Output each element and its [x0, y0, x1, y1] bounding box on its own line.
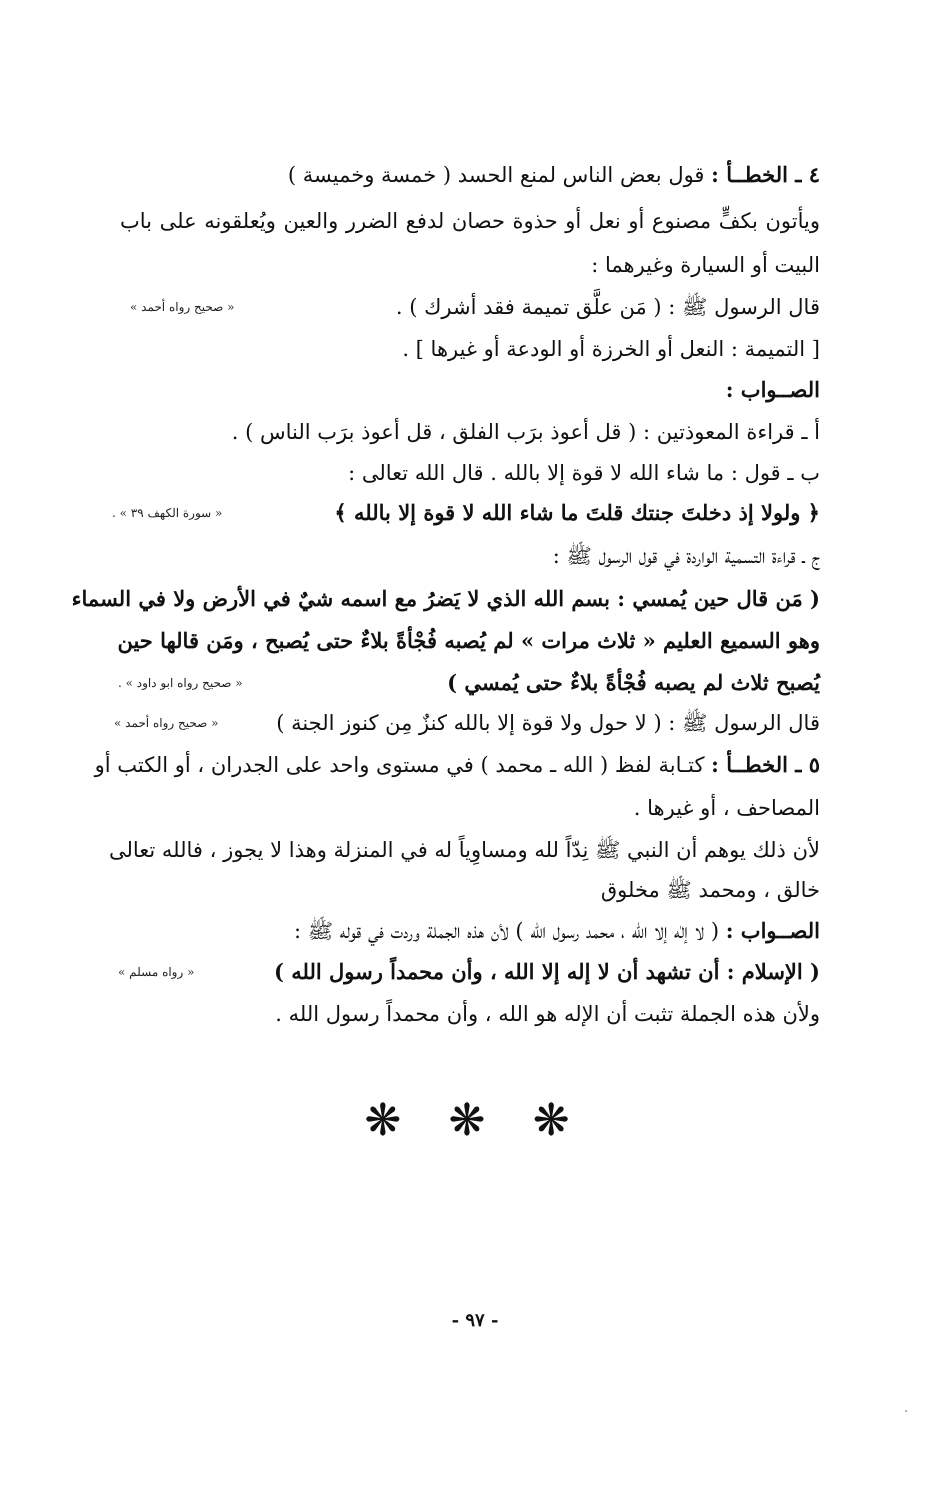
hadith-line: وهو السميع العليم « ثلاث مرات » لم يُصبه فُجْأةً بلاءٌ حتى يُصبح ، ومَن قالها حين [117, 628, 820, 653]
correct-label: الصــواب : [725, 918, 820, 943]
paragraph-line: لأن ذلك يوهم أن النبي ﷺ نِدّاً لله ومساوِياً له في المنزلة وهذا لا يجوز ، فالله تعالى [108, 838, 820, 862]
error-4-heading [120, 160, 820, 190]
line-text: قول بعض الناس لمنع الحسد ( خمسة وخميسة ) [287, 163, 712, 187]
error-label: ٤ ـ الخطــأ : [711, 162, 820, 187]
error-label: ٥ ـ الخطــأ : [711, 752, 820, 777]
paragraph-line: ويأتون بكفٍّ مصنوع أو نعل أو حذوة حصان لدفع الضرر والعين ويُعلقونه على باب [120, 209, 820, 233]
hadith-source: « رواه مسلم » [118, 965, 195, 979]
list-item-b: ب ـ قول : ما شاء الله لا قوة إلا بالله . قال الله تعالى : [348, 461, 820, 485]
paragraph-line: البيت أو السيارة وغيرهما : [591, 253, 820, 277]
hadith-line: يُصبح ثلاث لم يصبه فُجْأةً بلاءٌ حتى يُمسي ) [447, 670, 820, 695]
hadith-line: قال الرسول ﷺ : ( مَن علَّق تميمة فقد أشرك ) . [395, 295, 820, 319]
scan-speck [905, 1410, 907, 1412]
section-separator: ❋ ❋ ❋ [364, 1095, 586, 1146]
line-text: كتـابة لفظ ( الله ـ محمد ) في مستوى واحد على الجدران ، أو الكتب أو [94, 753, 712, 777]
quran-verse: ﴿ ولولا إذ دخلتَ جنتك قلتَ ما شاء الله لا قوة إلا بالله ﴾ [334, 500, 820, 525]
definition-line: [ التميمة : النعل أو الخرزة أو الودعة أو غيرها ] . [402, 337, 820, 361]
verse-source: « سورة الكهف ٣٩ » . [112, 506, 223, 520]
line-text: ( لا إلٰه إلا الله ، محمد رسول الله ) لأن هذه الجملة وردت في قوله ﷺ : [294, 919, 726, 943]
page-number: - ٩٧ - [451, 1310, 499, 1331]
hadith-source: « صحيح رواه أحمد » [114, 716, 219, 730]
correct-line [120, 916, 820, 946]
list-item-c: ج ـ قراءة التسمية الواردة في قول الرسول ﷺ : [552, 544, 820, 568]
hadith-line: ( الإسلام : أن تشهد أن لا إله إلا الله ، وأن محمداً رسول الله ) [273, 959, 820, 984]
hadith-line: ( مَن قال حين يُمسي : بسم الله الذي لا يَضرُ مع اسمه شيٌ في الأرض ولا في السماء [71, 586, 820, 611]
list-item-a: أ ـ قراءة المعوذتين : ( قل أعوذ برَب الفلق ، قل أعوذ برَب الناس ) . [231, 420, 820, 444]
hadith-source: « صحيح رواه ابو داود » . [118, 676, 243, 690]
correct-heading: الصــواب : [725, 377, 820, 402]
paragraph-line: خالق ، ومحمد ﷺ مخلوق [600, 878, 820, 902]
paragraph-line: ولأن هذه الجملة تثبت أن الإله هو الله ، وأن محمداً رسول الله . [275, 1002, 820, 1026]
hadith-line: قال الرسول ﷺ : ( لا حول ولا قوة إلا بالله كنزٌ مِن كنوز الجنة ) [276, 711, 820, 735]
hadith-source: « صحيح رواه أحمد » [130, 300, 235, 314]
error-5-heading [94, 750, 820, 780]
paragraph-line: المصاحف ، أو غيرها . [633, 796, 820, 820]
